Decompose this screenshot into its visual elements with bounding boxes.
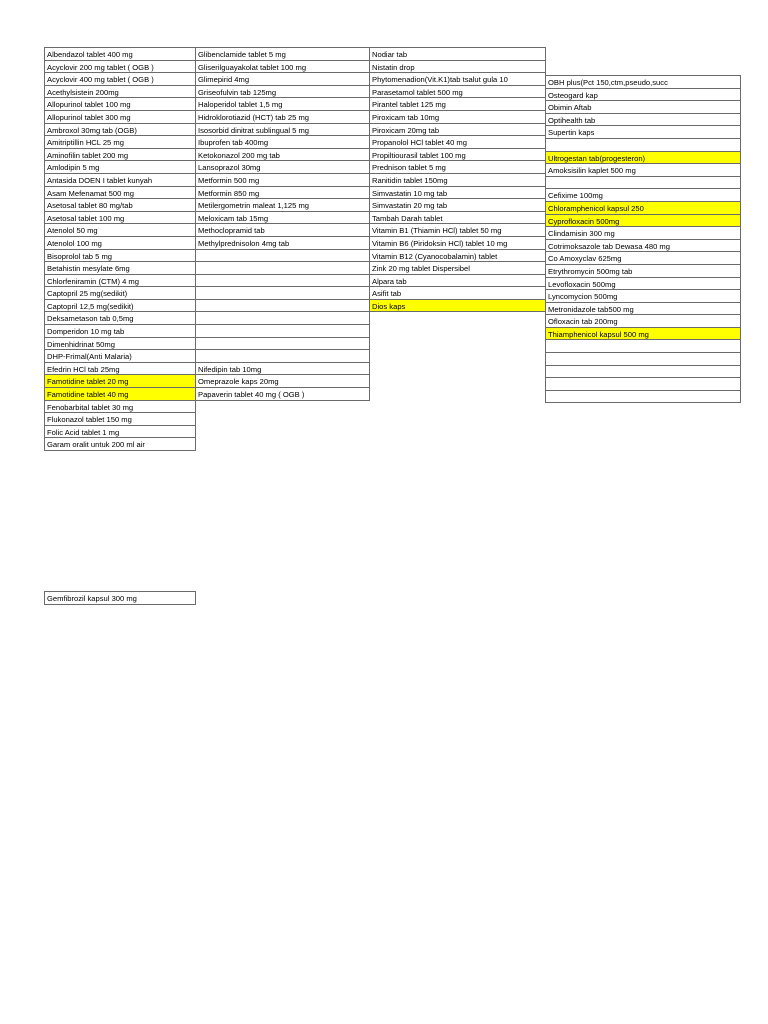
table-cell[interactable]: Chloramphenicol kapsul 250	[545, 201, 741, 215]
table-cell[interactable]: Glibenclamide tablet 5 mg	[195, 47, 370, 61]
table-cell[interactable]: Efedrin HCl tab 25mg	[44, 362, 196, 376]
table-cell[interactable]: Asetosal tablet 100 mg	[44, 211, 196, 225]
lone-cell-container	[44, 592, 196, 605]
table-cell[interactable]: Metformin 850 mg	[195, 186, 370, 200]
table-cell[interactable]: Propanolol HCl tablet 40 mg	[369, 135, 546, 149]
table-cell[interactable]: Betahistin mesylate 6mg	[44, 261, 196, 275]
table-cell[interactable]: Thiamphenicol kapsul 500 mg	[545, 327, 741, 341]
table-cell[interactable]: Griseofulvin tab 125mg	[195, 85, 370, 99]
table-cell[interactable]: Nodiar tab	[369, 47, 546, 61]
table-cell[interactable]: Metilergometrin maleat 1,125 mg	[195, 198, 370, 212]
table-cell[interactable]: OBH plus(Pct 150,ctm,pseudo,succ	[545, 75, 741, 89]
table-cell[interactable]: Meloxicam tab 15mg	[195, 211, 370, 225]
table-cell[interactable]: Obimin Aftab	[545, 100, 741, 114]
table-cell[interactable]: Metformin 500 mg	[195, 173, 370, 187]
table-cell[interactable]: Aminofilin tablet 200 mg	[44, 148, 196, 162]
table-cell[interactable]: Acethylsistein 200mg	[44, 85, 196, 99]
table-cell[interactable]: Cotrimoksazole tab Dewasa 480 mg	[545, 239, 741, 253]
table-cell[interactable]: Piroxicam 20mg tab	[369, 123, 546, 137]
table-cell[interactable]: Co Amoxyclav 625mg	[545, 251, 741, 265]
table-cell[interactable]: Acyclovir 400 mg tablet ( OGB )	[44, 72, 196, 86]
table-cell[interactable]: Etrythromycin 500mg tab	[545, 264, 741, 278]
empty-cell[interactable]	[545, 176, 741, 190]
table-cell[interactable]: Fenobarbital tablet 30 mg	[44, 400, 196, 414]
table-cell[interactable]: Methoclopramid tab	[195, 223, 370, 237]
table-cell[interactable]: Antasida DOEN I tablet kunyah	[44, 173, 196, 187]
table-cell[interactable]: Hidroklorotiazid (HCT) tab 25 mg	[195, 110, 370, 124]
table-cell[interactable]: Amoksisilin kaplet 500 mg	[545, 163, 741, 177]
empty-cell[interactable]	[545, 352, 741, 366]
table-cell[interactable]: Levofloxacin 500mg	[545, 277, 741, 291]
empty-cell[interactable]	[195, 249, 370, 263]
table-cell[interactable]: Captopril 25 mg(sedikit)	[44, 286, 196, 300]
empty-cell[interactable]	[195, 324, 370, 338]
table-cell[interactable]: Allopurinol tablet 300 mg	[44, 110, 196, 124]
table-cell[interactable]: Ketokonazol 200 mg tab	[195, 148, 370, 162]
empty-cell[interactable]	[195, 261, 370, 275]
table-cell[interactable]: Nifedipin tab 10mg	[195, 362, 370, 376]
empty-cell[interactable]	[195, 337, 370, 351]
table-cell[interactable]: Simvastatin 20 mg tab	[369, 198, 546, 212]
table-cell[interactable]: Vitamin B6 (Piridoksin HCl) tablet 10 mg	[369, 236, 546, 250]
empty-cell[interactable]	[195, 274, 370, 288]
table-cell[interactable]: Supertin kaps	[545, 125, 741, 139]
table-cell[interactable]: Ultrogestan tab(progesteron)	[545, 151, 741, 165]
table-cell[interactable]: Atenolol 100 mg	[44, 236, 196, 250]
table-cell[interactable]: Albendazol tablet 400 mg	[44, 47, 196, 61]
table-cell[interactable]: Glimepirid 4mg	[195, 72, 370, 86]
table-cell[interactable]: Dios kaps	[369, 299, 546, 313]
table-cell[interactable]: Tambah Darah tablet	[369, 211, 546, 225]
empty-cell[interactable]	[545, 377, 741, 391]
table-cell[interactable]: Metronidazole tab500 mg	[545, 302, 741, 316]
empty-cell[interactable]	[545, 390, 741, 404]
table-cell[interactable]: Amitriptillin HCL 25 mg	[44, 135, 196, 149]
empty-cell[interactable]	[195, 349, 370, 363]
table-cell[interactable]: Vitamin B12 (Cyanocobalamin) tablet	[369, 249, 546, 263]
column-a	[44, 48, 196, 451]
table-cell[interactable]: Garam oralit untuk 200 ml air	[44, 437, 196, 451]
table-cell[interactable]: Parasetamol tablet 500 mg	[369, 85, 546, 99]
table-cell[interactable]: Haloperidol tablet 1,5 mg	[195, 97, 370, 111]
table-cell[interactable]: Gemfibrozil kapsul 300 mg	[44, 591, 196, 605]
table-cell[interactable]: Phytomenadion(Vit.K1)tab tsalut gula 10	[369, 72, 546, 86]
table-cell[interactable]: Deksametason tab 0,5mg	[44, 311, 196, 325]
table-cell[interactable]: Propiltiourasil tablet 100 mg	[369, 148, 546, 162]
table-cell[interactable]: Chlorfeniramin (CTM) 4 mg	[44, 274, 196, 288]
table-cell[interactable]: Ranitidin tablet 150mg	[369, 173, 546, 187]
table-cell[interactable]: Clindamisin 300 mg	[545, 226, 741, 240]
empty-cell[interactable]	[195, 299, 370, 313]
empty-cell[interactable]	[545, 339, 741, 353]
table-cell[interactable]: Vitamin B1 (Thiamin HCl) tablet 50 mg	[369, 223, 546, 237]
table-cell[interactable]: Omeprazole kaps 20mg	[195, 374, 370, 388]
table-cell[interactable]: Pirantel tablet 125 mg	[369, 97, 546, 111]
table-cell[interactable]: Famotidine tablet 20 mg	[44, 374, 196, 388]
table-cell[interactable]: Famotidine tablet 40 mg	[44, 387, 196, 401]
table-cell[interactable]: Nistatin drop	[369, 60, 546, 74]
table-cell[interactable]: Asam Mefenamat 500 mg	[44, 186, 196, 200]
table-cell[interactable]: DHP-Frimal(Anti Malaria)	[44, 349, 196, 363]
table-cell[interactable]: Lyncomycion 500mg	[545, 289, 741, 303]
table-cell[interactable]: Asetosal tablet 80 mg/tab	[44, 198, 196, 212]
table-cell[interactable]: Cyprofloxacin 500mg	[545, 214, 741, 228]
empty-cell[interactable]	[195, 286, 370, 300]
table-cell[interactable]: Acyclovir 200 mg tablet ( OGB )	[44, 60, 196, 74]
table-cell[interactable]: Cefixime 100mg	[545, 188, 741, 202]
empty-cell[interactable]	[195, 311, 370, 325]
table-cell[interactable]: Ambroxol 30mg tab (OGB)	[44, 123, 196, 137]
table-cell[interactable]: Flukonazol tablet 150 mg	[44, 412, 196, 426]
table-cell[interactable]: Asifit tab	[369, 286, 546, 300]
table-cell[interactable]: Optihealth tab	[545, 113, 741, 127]
table-cell[interactable]: Allopurinol tablet 100 mg	[44, 97, 196, 111]
table-cell[interactable]: Zink 20 mg tablet Dispersibel	[369, 261, 546, 275]
table-cell[interactable]: Gliserilguayakolat tablet 100 mg	[195, 60, 370, 74]
table-cell[interactable]: Atenolol 50 mg	[44, 223, 196, 237]
table-cell[interactable]: Papaverin tablet 40 mg ( OGB )	[195, 387, 370, 401]
column-d	[545, 76, 741, 403]
table-cell[interactable]: Captopril 12,5 mg(sedikit)	[44, 299, 196, 313]
table-cell[interactable]: Amlodipin 5 mg	[44, 160, 196, 174]
table-cell[interactable]: Osteogard kap	[545, 88, 741, 102]
table-cell[interactable]: Domperidon 10 mg tab	[44, 324, 196, 338]
table-cell[interactable]: Bisoprolol tab 5 mg	[44, 249, 196, 263]
table-cell[interactable]: Piroxicam tab 10mg	[369, 110, 546, 124]
column-b	[195, 48, 370, 401]
table-cell[interactable]: Folic Acid tablet 1 mg	[44, 425, 196, 439]
empty-cell[interactable]	[545, 365, 741, 379]
column-c	[369, 48, 546, 312]
table-cell[interactable]: Ofloxacin tab 200mg	[545, 314, 741, 328]
table-cell[interactable]: Alpara tab	[369, 274, 546, 288]
table-cell[interactable]: Dimenhidrinat 50mg	[44, 337, 196, 351]
empty-cell[interactable]	[545, 138, 741, 152]
table-cell[interactable]: Simvastatin 10 mg tab	[369, 186, 546, 200]
table-cell[interactable]: Prednison tablet 5 mg	[369, 160, 546, 174]
table-cell[interactable]: Methylprednisolon 4mg tab	[195, 236, 370, 250]
table-cell[interactable]: Isosorbid dinitrat sublingual 5 mg	[195, 123, 370, 137]
table-cell[interactable]: Lansoprazol 30mg	[195, 160, 370, 174]
table-cell[interactable]: Ibuprofen tab 400mg	[195, 135, 370, 149]
